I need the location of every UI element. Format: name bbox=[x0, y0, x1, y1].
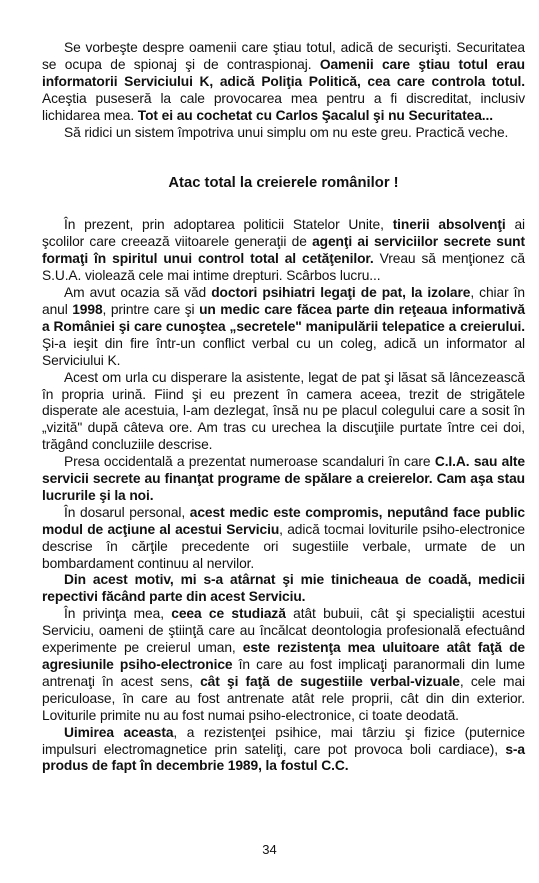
paragraph bbox=[42, 505, 525, 573]
paragraph bbox=[42, 606, 525, 724]
text-run: Presa occidentală a prezentat numeroase scandaluri în care bbox=[64, 454, 435, 470]
bold-text-run: s-a produs de fapt în decembrie 1989, la fostul C.C. bbox=[42, 741, 525, 774]
text-run: În prezent, prin adoptarea politicii Statelor Unite, bbox=[64, 217, 393, 233]
text-run: Vreau să menţionez că S.U.A. violează cele mai intime drepturi. Scârbos lucru... bbox=[42, 251, 525, 284]
text-run: Se vorbeşte despre oamenii care ştiau totul, adică de securişti. Securitatea se ocupa de spionaj şi de contraspionaj. bbox=[42, 40, 525, 72]
bold-text-run: Din acest motiv, mi s-a atârnat şi mie tinicheaua de coadă, medicii repectivi făcând parte din acest Serviciu. bbox=[42, 572, 525, 605]
text-run: Şi-a ieşit din fire într-un conflict verbal cu un coleg, adică un informator al Serviciului K. bbox=[42, 335, 525, 368]
text-run: Aceştia puseseră la cale provocarea mea pentru a fi discreditat, inclusiv lichidarea mea. bbox=[42, 90, 525, 123]
text-run: , cele mai periculoase, în care au fost antrenate atât rele proprii, cât din din exterior. Loviturile primite nu au fost numai psiho-electronice, ci toate deodată. bbox=[42, 673, 525, 723]
paragraph bbox=[42, 217, 525, 285]
bold-text-run: Uimirea aceasta bbox=[64, 724, 174, 740]
text-run: Acest om urla cu disperare la asistente, legat de pat şi lăsat să lâncezească în propria urină. Fiind şi eu prezent în camera aceea, trezit de strigătele disperate ale acestuia, l-am dezlegat, însă nu pe placul colegului care a sosit în „vizită" după câteva ore. Am tras cu urechea la discuţiile purtate între cei doi, trăgând concluziile descrise. bbox=[42, 369, 525, 453]
text-run: ai şcolilor care creează viitoarele generaţii de bbox=[42, 217, 525, 250]
paragraph bbox=[42, 454, 525, 505]
text-run: , chiar în anul bbox=[42, 285, 525, 317]
bold-text-run: agenţi ai serviciilor secrete sunt formaţi în spiritul unui control total al cetăţenilor. bbox=[42, 234, 525, 267]
text-run: în care au fost implicaţi paranormali din lume antrenaţi în acest sens, bbox=[42, 657, 525, 689]
bold-text-run: doctori psihiatri legaţi de pat, la izolare bbox=[211, 285, 471, 301]
bold-text-run: un medic care făcea parte din reţeaua informativă a României şi care cunoştea „secretele" manipulării telepatice a creierului. bbox=[42, 301, 526, 334]
text-run: , printre care şi bbox=[102, 301, 200, 317]
bold-text-run: este rezistenţa mea uluitoare atât faţă de agresiunile psiho-electronice bbox=[42, 640, 525, 672]
text-run: atât bubuii, cât şi specialiştii acestui Serviciu, oameni de ştiinţă care au încălcat deontologia profesională efectuând experimente pe creierul uman, bbox=[42, 606, 525, 656]
bold-text-run: Tot ei au cochetat cu Carlos Şacalul şi nu Securitatea... bbox=[137, 107, 493, 123]
text-run: , adică tocmai loviturile psiho-electronice descrise în cărţile precedente ori sugestiile verbale, urmate de un bombardament continuu al nervilor. bbox=[42, 521, 525, 571]
bold-text-run: acest medic este compromis, neputând face public modul de acţiune al acestui Serviciu bbox=[42, 504, 525, 537]
page-number: 34 bbox=[262, 842, 277, 857]
paragraph bbox=[42, 40, 525, 125]
bold-text-run: C.I.A. sau alte servicii secrete au finanţat programe de spălare a creierelor. Cam aşa stau lucrurile şi la noi. bbox=[42, 454, 525, 503]
bold-text-run: tinerii absolvenţi bbox=[392, 217, 506, 233]
bold-text-run: cât şi faţă de sugestiile verbal-vizuale bbox=[200, 673, 460, 689]
text-run: Să ridici un sistem împotriva unui simplu om nu este greu. Practică veche. bbox=[64, 124, 509, 140]
paragraph bbox=[42, 370, 525, 455]
text-run: În privinţa mea, bbox=[64, 606, 172, 622]
bold-text-run: 1998 bbox=[72, 301, 103, 317]
bold-text-run: ceea ce studiază bbox=[171, 606, 286, 622]
text-run: , a rezistenţei psihice, mai târziu şi fizice (puternice impulsuri electromagnetice prin sateliţi, care pot provoca boli cardiace), bbox=[42, 724, 525, 757]
opening-paragraphs bbox=[42, 40, 525, 141]
paragraph bbox=[42, 125, 525, 142]
text-run: Am avut ocazia să văd bbox=[64, 285, 212, 301]
paragraph bbox=[42, 285, 525, 370]
text-run: În dosarul personal, bbox=[64, 504, 190, 520]
section-heading: Atac total la creierele românilor ! bbox=[168, 175, 399, 192]
paragraph bbox=[42, 725, 525, 776]
bold-text-run: Oamenii care ştiau totul erau informatorii Serviciului K, adică Poliţia Politică, cea care controla totul. bbox=[42, 56, 525, 89]
section-body bbox=[42, 217, 525, 775]
paragraph bbox=[42, 572, 525, 606]
